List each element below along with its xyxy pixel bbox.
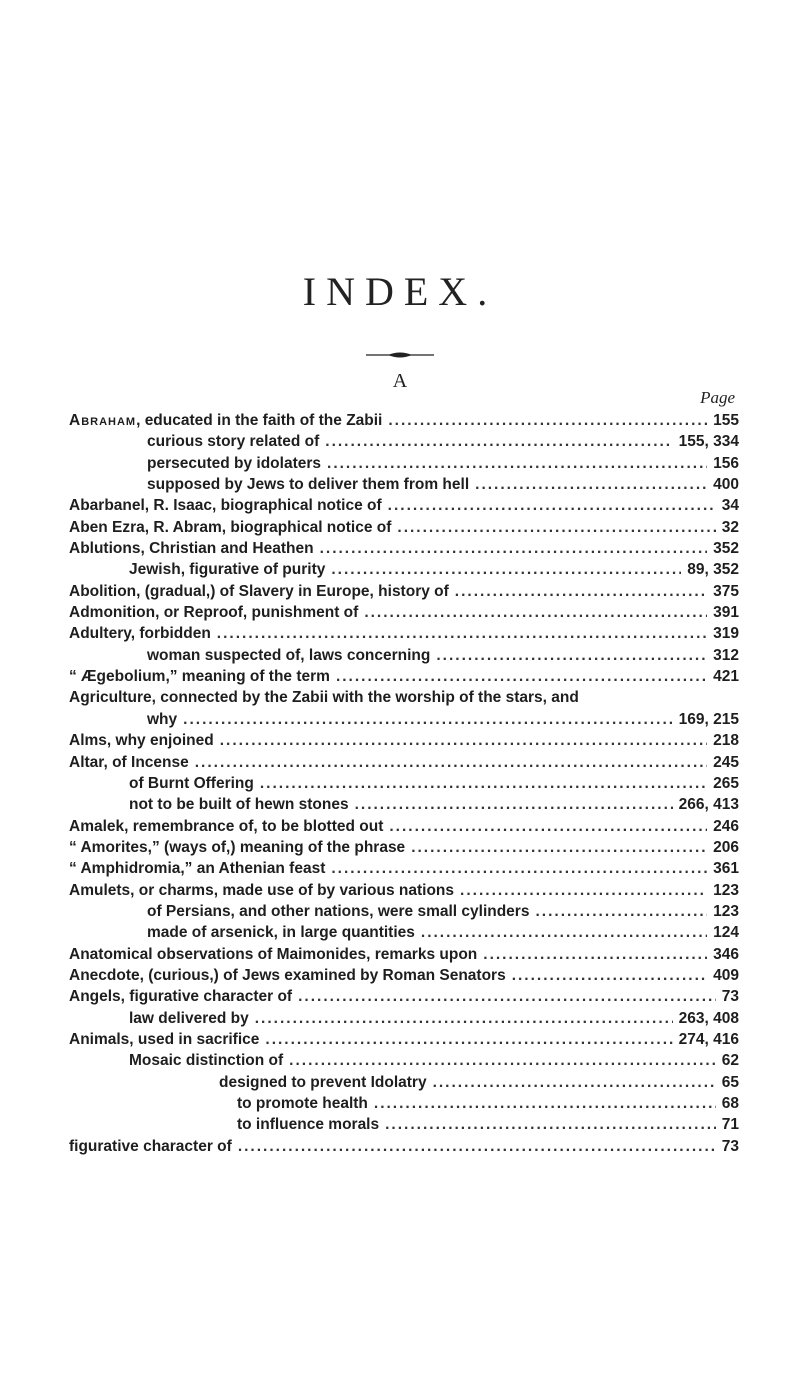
leader-dots	[460, 882, 707, 900]
index-entry	[69, 732, 739, 753]
entry-pages: 71	[721, 1116, 739, 1134]
entry-pages: 73	[721, 988, 739, 1006]
entry-text: woman suspected of, laws concerning	[147, 646, 431, 664]
index-entry	[69, 1138, 739, 1159]
index-entry	[69, 860, 739, 881]
entry-pages: 266, 413	[678, 796, 739, 814]
entry-text: made of arsenick, in large quantities	[147, 924, 415, 942]
leader-dots	[336, 668, 707, 686]
entry-pages: 421	[713, 668, 739, 686]
index-entry	[69, 754, 739, 775]
entry-text: Anatomical observations of Maimonides, remarks upon	[69, 945, 478, 963]
entry-text: Mosaic distinction of	[129, 1052, 284, 1070]
leader-dots	[397, 519, 715, 537]
entry-text: to influence morals	[237, 1116, 380, 1134]
entry-pages: 375	[713, 582, 739, 600]
index-entries	[69, 412, 739, 1159]
index-entry	[69, 924, 739, 945]
entry-pages: 246	[713, 817, 739, 835]
headword-small-caps: Abraham	[69, 412, 137, 429]
entry-text: Angels, figurative character of	[69, 988, 293, 1006]
entry-text: Ablutions, Christian and Heathen	[69, 540, 314, 558]
entry-pages: 169, 215	[678, 710, 739, 728]
index-entry	[69, 796, 739, 817]
entry-pages: 265	[713, 774, 739, 792]
leader-dots	[217, 625, 707, 643]
index-entry	[69, 625, 739, 646]
entry-pages: 155, 334	[678, 433, 739, 451]
entry-text: “ Amphidromia,” an Athenian feast	[69, 860, 326, 878]
leader-dots	[355, 796, 673, 814]
entry-text: Abarbanel, R. Isaac, biographical notice of	[69, 497, 382, 515]
index-entry	[69, 775, 739, 796]
leader-dots	[195, 754, 707, 772]
entry-pages: 155	[713, 412, 739, 429]
entry-text: Agriculture, connected by the Zabii with the worship of the stars, and	[69, 689, 579, 707]
index-entry	[69, 647, 739, 668]
entry-text: Animals, used in sacrifice	[69, 1030, 260, 1048]
leader-dots	[421, 924, 707, 942]
index-entry	[69, 561, 739, 582]
entry-text: Amulets, or charms, made use of by various nations	[69, 881, 455, 899]
entry-pages: 361	[713, 860, 739, 878]
entry-pages: 68	[721, 1095, 739, 1112]
index-entry	[69, 1010, 739, 1031]
entry-pages: 346	[713, 945, 739, 963]
entry-text: “ Ægebolium,” meaning of the term	[69, 668, 330, 686]
index-entry	[69, 882, 739, 903]
entry-pages: 34	[721, 497, 739, 515]
leader-dots	[260, 775, 707, 793]
entry-text: to promote health	[237, 1095, 368, 1112]
index-entry	[69, 604, 739, 625]
index-entry	[69, 1031, 739, 1052]
entry-text: curious story related of	[147, 433, 320, 451]
entry-text: Adultery, forbidden	[69, 625, 211, 643]
index-entry	[69, 839, 739, 860]
entry-pages: 218	[713, 732, 739, 750]
entry-pages: 89, 352	[687, 561, 739, 579]
leader-dots	[385, 1116, 716, 1134]
entry-text: “ Amorites,” (ways of,) meaning of the phrase	[69, 838, 406, 856]
entry-pages: 400	[713, 476, 739, 494]
leader-dots	[436, 647, 707, 665]
page-column-label: Page	[700, 388, 735, 407]
entry-text: Altar, of Incense	[69, 753, 189, 771]
index-entry	[69, 689, 739, 710]
index-entry	[69, 967, 739, 988]
entry-text: law delivered by	[129, 1009, 249, 1027]
leader-dots	[364, 604, 707, 622]
entry-pages: 245	[713, 753, 739, 771]
leader-dots	[411, 839, 707, 857]
entry-text: of Persians, and other nations, were small cylinders	[147, 902, 530, 920]
index-entry	[69, 1095, 739, 1116]
entry-text: not to be built of hewn stones	[129, 796, 349, 814]
section-letter: A	[392, 370, 408, 392]
leader-dots	[389, 818, 707, 836]
leader-dots	[331, 561, 681, 579]
leader-dots	[535, 903, 707, 921]
leader-dots	[320, 540, 708, 558]
leader-dots	[388, 497, 716, 515]
entry-pages: 274, 416	[678, 1030, 739, 1048]
leader-dots	[331, 860, 707, 878]
entry-pages: 409	[713, 966, 739, 984]
index-entry	[69, 583, 739, 604]
index-entry	[69, 455, 739, 476]
entry-text: designed to prevent Idolatry	[219, 1073, 427, 1091]
index-entry	[69, 1052, 739, 1073]
entry-text: Aben Ezra, R. Abram, biographical notice of	[69, 518, 392, 536]
entry-pages: 206	[713, 838, 739, 856]
leader-dots	[255, 1010, 673, 1028]
entry-text: Jewish, figurative of purity	[129, 561, 326, 579]
leader-dots	[327, 455, 707, 473]
index-entry	[69, 903, 739, 924]
index-entry	[69, 1074, 739, 1095]
entry-pages: 263, 408	[678, 1009, 739, 1027]
leader-dots	[512, 967, 707, 985]
entry-pages: 319	[713, 625, 739, 643]
entry-pages: 65	[721, 1073, 739, 1091]
leader-dots	[433, 1074, 716, 1092]
entry-text: Abolition, (gradual,) of Slavery in Europe, history of	[69, 582, 449, 600]
index-entry	[69, 946, 739, 967]
index-entry	[69, 1116, 739, 1137]
index-entry	[69, 988, 739, 1009]
leader-dots	[325, 433, 672, 451]
leader-dots	[483, 946, 707, 964]
leader-dots	[388, 412, 707, 430]
entry-pages: 62	[721, 1052, 739, 1070]
leader-dots	[289, 1052, 716, 1070]
index-entry	[69, 433, 739, 454]
entry-pages: 156	[713, 454, 739, 472]
entry-pages: 123	[713, 881, 739, 899]
leader-dots	[475, 476, 707, 494]
entry-pages: 352	[713, 540, 739, 558]
entry-text: figurative character of	[69, 1137, 232, 1155]
leader-dots	[374, 1095, 716, 1113]
index-entry	[69, 540, 739, 561]
entry-text: Anecdote, (curious,) of Jews examined by Roman Senators	[69, 966, 506, 984]
leader-dots	[455, 583, 707, 601]
entry-pages: 312	[713, 646, 739, 664]
index-entry	[69, 476, 739, 497]
entry-pages: 123	[713, 902, 739, 920]
entry-text: Admonition, or Reproof, punishment of	[69, 604, 359, 622]
leader-dots	[183, 711, 673, 729]
ornament-divider	[366, 350, 434, 360]
entry-text: Amalek, remembrance of, to be blotted out	[69, 817, 384, 835]
entry-text: of Burnt Offering	[129, 774, 254, 792]
leader-dots	[220, 732, 707, 750]
leader-dots	[298, 988, 716, 1006]
index-entry	[69, 412, 739, 433]
index-entry	[69, 668, 739, 689]
entry-text: supposed by Jews to deliver them from hell	[147, 476, 470, 494]
entry-text: persecuted by idolaters	[147, 454, 322, 472]
index-entry	[69, 497, 739, 518]
index-entry	[69, 519, 739, 540]
entry-pages: 124	[713, 924, 739, 942]
index-entry	[69, 711, 739, 732]
index-entry	[69, 818, 739, 839]
page-title: INDEX.	[302, 269, 498, 314]
leader-dots	[238, 1138, 716, 1156]
entry-pages: 73	[721, 1137, 739, 1155]
entry-text: Alms, why enjoined	[69, 732, 214, 750]
leader-dots	[265, 1031, 672, 1049]
entry-pages: 32	[721, 518, 739, 536]
entry-text: why	[147, 710, 178, 728]
entry-text: Abraham, educated in the faith of the Zabii	[69, 412, 383, 429]
entry-pages: 391	[713, 604, 739, 622]
